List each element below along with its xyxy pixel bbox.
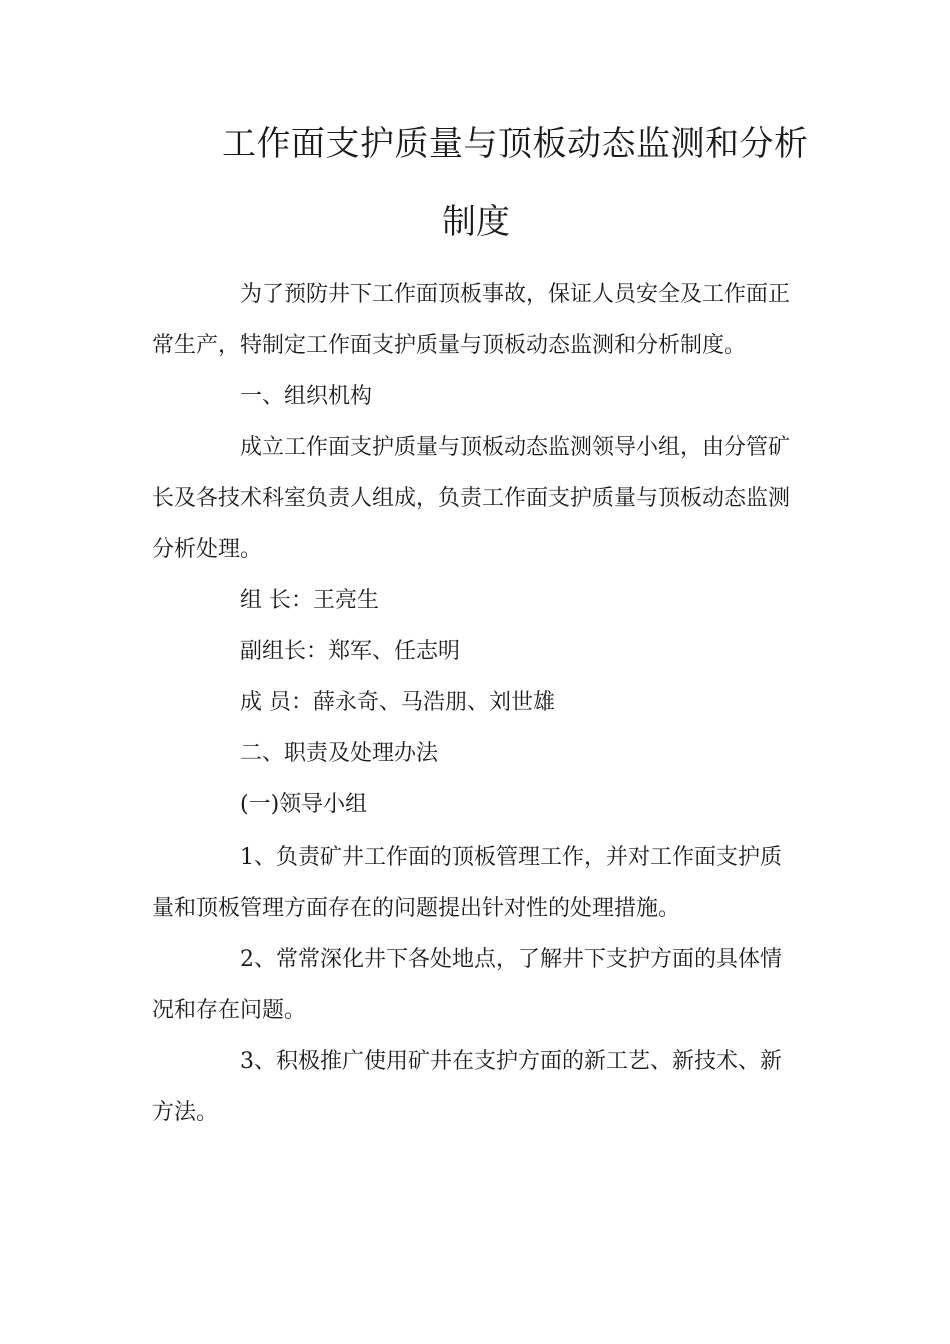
section-heading-organization: 一、组织机构 bbox=[240, 384, 373, 409]
subsection-heading-leadership: (一)领导小组 bbox=[240, 792, 368, 817]
document-title: 工作面支护质量与顶板动态监测和分析 bbox=[222, 124, 809, 164]
duty-3-line-1: 3、积极推广使用矿井在支护方面的新工艺、新技术、新 bbox=[240, 1049, 782, 1074]
duty-3-line-2: 方法。 bbox=[152, 1100, 219, 1125]
duty-1-line-1: 1、负责矿井工作面的顶板管理工作，并对工作面支护质 bbox=[240, 845, 782, 870]
section-heading-duties: 二、职责及处理办法 bbox=[240, 741, 439, 766]
team-leader-line: 组 长：王亮生 bbox=[240, 588, 379, 613]
deputy-leader-line: 副组长：郑军、任志明 bbox=[240, 639, 461, 664]
organization-paragraph-line-2: 长及各技术科室负责人组成，负责工作面支护质量与顶板动态监测 bbox=[152, 486, 791, 511]
duty-2-line-1: 2、常常深化井下各处地点，了解井下支护方面的具体情 bbox=[240, 947, 782, 972]
intro-paragraph-line-1: 为了预防井下工作面顶板事故，保证人员安全及工作面正 bbox=[240, 282, 791, 307]
document-title-continued: 制度 bbox=[442, 202, 510, 242]
members-line: 成 员：薛永奇、马浩朋、刘世雄 bbox=[240, 690, 555, 715]
organization-paragraph-line-3: 分析处理。 bbox=[152, 537, 263, 562]
organization-paragraph-line-1: 成立工作面支护质量与顶板动态监测领导小组，由分管矿 bbox=[240, 435, 791, 460]
duty-2-line-2: 况和存在问题。 bbox=[152, 998, 307, 1023]
duty-1-line-2: 量和顶板管理方面存在的问题提出针对性的处理措施。 bbox=[152, 896, 681, 921]
intro-paragraph-line-2: 常生产，特制定工作面支护质量与顶板动态监测和分析制度。 bbox=[152, 333, 747, 358]
